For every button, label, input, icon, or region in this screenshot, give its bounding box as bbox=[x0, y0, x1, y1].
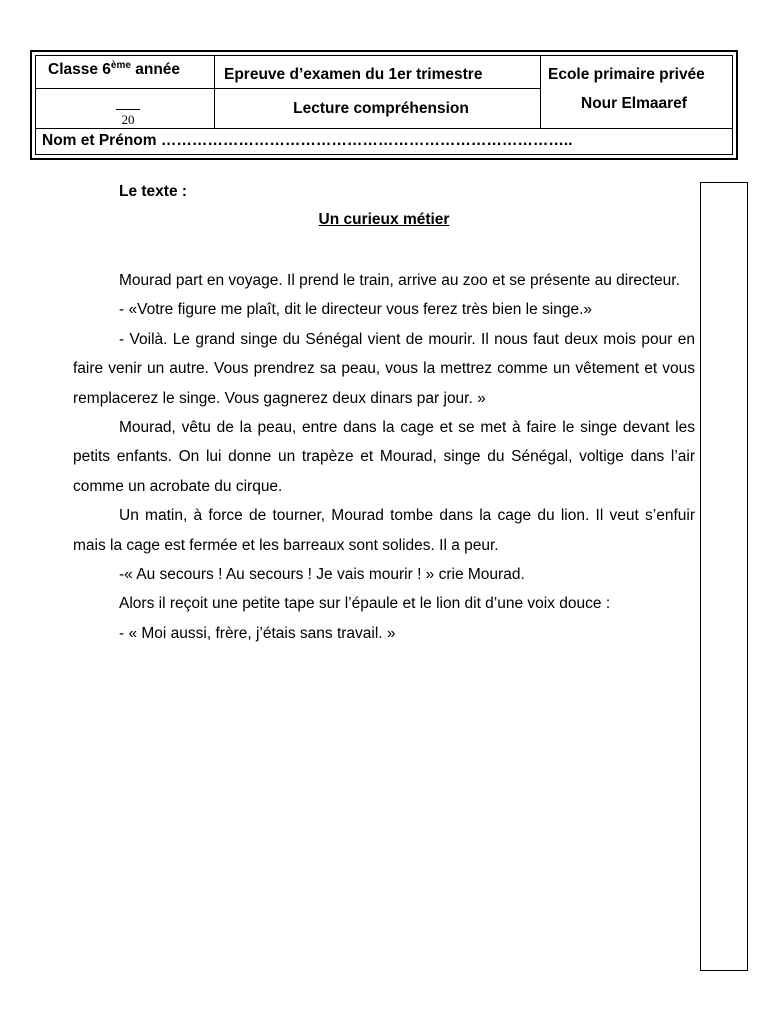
subject-label: Lecture compréhension bbox=[293, 100, 469, 117]
header-inner-frame bbox=[35, 55, 733, 155]
story-paragraph: Mourad, vêtu de la peau, entre dans la cage et se met à faire le singe devant les petits enfants. On lui donne un trapèze et Mourad, singe du Sénégal, voltige dans l’air comme un acrobate du cirque. bbox=[73, 419, 695, 495]
story-body bbox=[73, 266, 695, 648]
score-field bbox=[116, 103, 140, 128]
header-divider-col1 bbox=[214, 56, 215, 128]
story-paragraph: - « Moi aussi, frère, j’étais sans travail. » bbox=[119, 624, 396, 642]
class-label bbox=[48, 60, 180, 79]
story-paragraph: - «Votre figure me plaît, dit le directeur vous ferez très bien le singe.» bbox=[119, 301, 592, 319]
score-denominator: 20 bbox=[121, 112, 135, 127]
name-field-label: Nom et Prénom …………………………………………………………………….. bbox=[42, 132, 573, 149]
score-fraction-bar bbox=[116, 109, 140, 110]
class-label-text: Classe 6 bbox=[48, 61, 111, 78]
text-section-label: Le texte : bbox=[119, 183, 188, 200]
story-paragraph: Alors il reçoit une petite tape sur l’épaule et le lion dit d’une voix douce : bbox=[119, 595, 611, 613]
story-paragraph: - Voilà. Le grand singe du Sénégal vient de mourir. Il nous faut deux mois pour en faire venir un autre. Vous prendrez sa peau, vous la mettrez comme un vêtement et vous remplacerez le singe. Vous gagnerez deux dinars par jour. » bbox=[73, 330, 695, 407]
exam-title: Epreuve d’examen du 1er trimestre bbox=[224, 66, 483, 83]
margin-box bbox=[700, 182, 748, 971]
class-label-suffix: année bbox=[130, 61, 181, 78]
story-paragraph: -« Au secours ! Au secours ! Je vais mourir ! » crie Mourad. bbox=[119, 566, 525, 584]
story-paragraph: Un matin, à force de tourner, Mourad tombe dans la cage du lion. Il veut s’enfuir mais la cage est fermée et les barreaux sont solides. Il a peur. bbox=[73, 507, 695, 554]
header-divider-row1-left bbox=[36, 88, 540, 89]
school-name-line2: Nour Elmaaref bbox=[581, 95, 687, 112]
school-name-line1: Ecole primaire privée bbox=[548, 66, 705, 83]
story-paragraph: Mourad part en voyage. Il prend le train, arrive au zoo et se présente au directeur. bbox=[119, 272, 680, 289]
story-title bbox=[73, 211, 695, 229]
class-label-sup: ème bbox=[110, 60, 131, 71]
header-divider-row2 bbox=[36, 128, 732, 129]
header-table bbox=[30, 50, 738, 160]
story-title-text: Un curieux métier bbox=[318, 211, 450, 228]
